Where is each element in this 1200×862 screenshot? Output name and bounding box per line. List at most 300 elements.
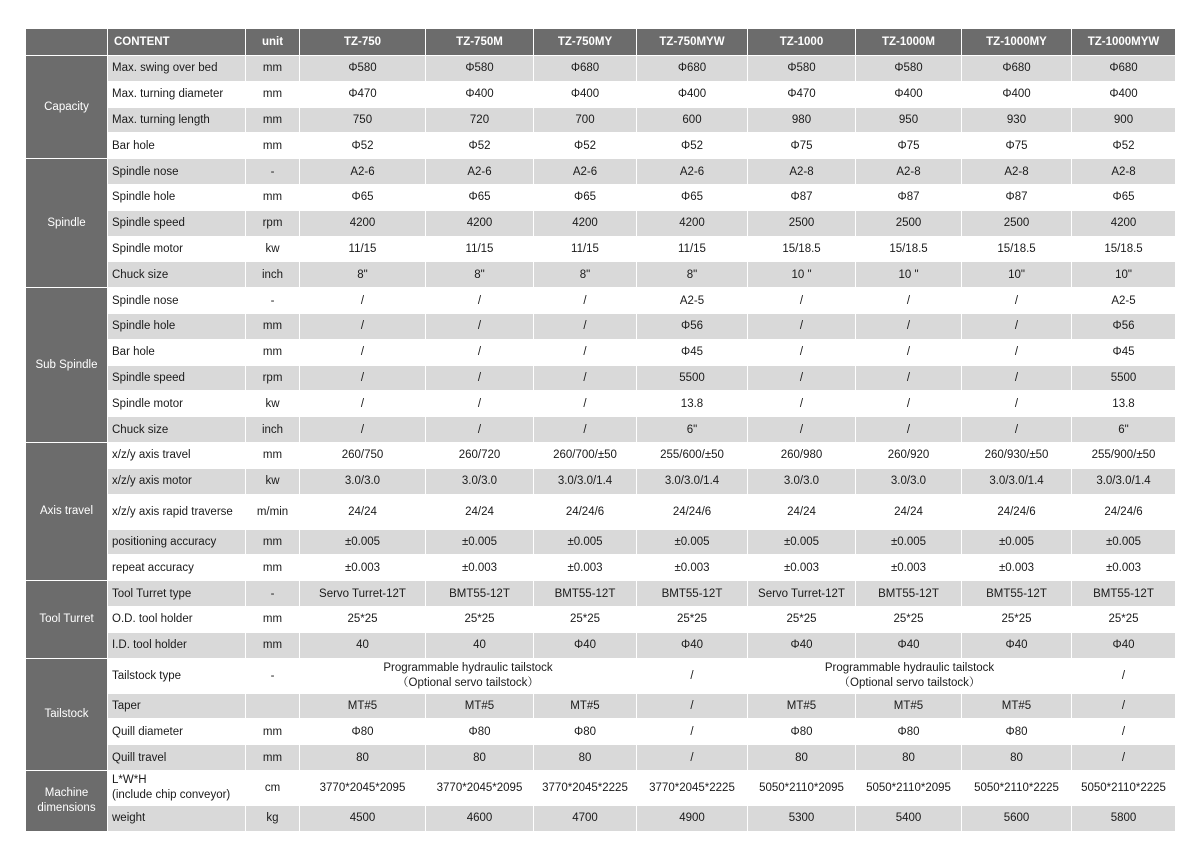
cell: Φ470	[748, 81, 856, 107]
cell: 980	[748, 107, 856, 133]
cell: /	[856, 313, 962, 339]
cell: /	[534, 339, 637, 365]
cell: Φ470	[300, 81, 426, 107]
cell: ±0.003	[748, 555, 856, 581]
cell: 24/24/6	[637, 494, 748, 529]
cell: 5500	[637, 365, 748, 391]
cell: 10 "	[856, 262, 962, 288]
cell: 3770*2045*2225	[534, 770, 637, 805]
row-unit: mm	[246, 745, 300, 771]
row-unit: -	[246, 288, 300, 314]
row-unit: mm	[246, 339, 300, 365]
cell: Φ80	[300, 719, 426, 745]
header-content: CONTENT	[108, 29, 246, 56]
header-model: TZ-750MY	[534, 29, 637, 56]
row-unit: mm	[246, 184, 300, 210]
row-unit: -	[246, 581, 300, 607]
cell: 700	[534, 107, 637, 133]
cell: 24/24	[300, 494, 426, 529]
header-model: TZ-1000MYW	[1072, 29, 1176, 56]
cell: MT#5	[962, 693, 1072, 719]
cell: 4200	[426, 210, 534, 236]
row-unit: inch	[246, 262, 300, 288]
row-label: Quill travel	[108, 745, 246, 771]
cell: 11/15	[637, 236, 748, 262]
cell: 4200	[534, 210, 637, 236]
row-label: Spindle nose	[108, 159, 246, 185]
cell: 4200	[637, 210, 748, 236]
cell: /	[748, 391, 856, 417]
cell: /	[300, 313, 426, 339]
cell: 5800	[1072, 805, 1176, 831]
cell: 8"	[300, 262, 426, 288]
cell: MT#5	[748, 693, 856, 719]
cell: 15/18.5	[748, 236, 856, 262]
cell: 5050*2110*2095	[748, 770, 856, 805]
row-unit: rpm	[246, 210, 300, 236]
cell: /	[748, 365, 856, 391]
table-row	[26, 107, 1176, 133]
row-unit: kg	[246, 805, 300, 831]
cell: 255/600/±50	[637, 442, 748, 468]
cell: ±0.003	[426, 555, 534, 581]
cell: ±0.005	[426, 529, 534, 555]
cell: ±0.005	[300, 529, 426, 555]
cell: BMT55-12T	[856, 581, 962, 607]
table-row	[26, 770, 1176, 805]
cell: 3.0/3.0/1.4	[1072, 468, 1176, 494]
cell: 4900	[637, 805, 748, 831]
cell: 24/24/6	[534, 494, 637, 529]
cell: Φ400	[962, 81, 1072, 107]
header-blank	[26, 29, 108, 56]
cell: A2-6	[426, 159, 534, 185]
row-label: Chuck size	[108, 417, 246, 443]
cell: /	[1072, 719, 1176, 745]
cell: A2-8	[856, 159, 962, 185]
cell: 13.8	[637, 391, 748, 417]
row-label: Taper	[108, 693, 246, 719]
cell: 2500	[856, 210, 962, 236]
cell: ±0.003	[1072, 555, 1176, 581]
cell: 25*25	[856, 606, 962, 632]
cell: 24/24	[426, 494, 534, 529]
cell: /	[534, 391, 637, 417]
table-row	[26, 693, 1176, 719]
cell: A2-6	[637, 159, 748, 185]
cell: 80	[962, 745, 1072, 771]
row-label: Bar hole	[108, 133, 246, 159]
row-unit: mm	[246, 719, 300, 745]
row-label: Tailstock type	[108, 658, 246, 693]
cell: 930	[962, 107, 1072, 133]
cell: Φ40	[534, 632, 637, 658]
cell: 3.0/3.0	[426, 468, 534, 494]
cell: BMT55-12T	[637, 581, 748, 607]
cell: BMT55-12T	[426, 581, 534, 607]
row-unit: kw	[246, 391, 300, 417]
cell: 260/980	[748, 442, 856, 468]
cell: Φ80	[534, 719, 637, 745]
cell: 4700	[534, 805, 637, 831]
row-label-line: (include chip conveyor)	[112, 788, 231, 801]
cell: Φ87	[962, 184, 1072, 210]
cell: 6"	[1072, 417, 1176, 443]
cell: 2500	[962, 210, 1072, 236]
cell: /	[856, 391, 962, 417]
cell: BMT55-12T	[1072, 581, 1176, 607]
cell: 24/24	[748, 494, 856, 529]
row-label: Chuck size	[108, 262, 246, 288]
row-label: Spindle hole	[108, 313, 246, 339]
cell: A2-8	[748, 159, 856, 185]
row-unit: mm	[246, 529, 300, 555]
cell: /	[962, 391, 1072, 417]
group-capacity: Capacity	[26, 56, 108, 159]
cell: ±0.005	[637, 529, 748, 555]
cell: 24/24/6	[1072, 494, 1176, 529]
cell: ±0.005	[534, 529, 637, 555]
cell: Φ75	[962, 133, 1072, 159]
table-row	[26, 133, 1176, 159]
cell: /	[1072, 745, 1176, 771]
cell: Φ75	[748, 133, 856, 159]
cell: /	[300, 417, 426, 443]
table-row	[26, 606, 1176, 632]
cell: 25*25	[962, 606, 1072, 632]
cell: Servo Turret-12T	[748, 581, 856, 607]
merged-line: Programmable hydraulic tailstock	[383, 661, 553, 674]
cell: Φ65	[426, 184, 534, 210]
cell: ±0.003	[637, 555, 748, 581]
cell: /	[426, 417, 534, 443]
cell: ±0.003	[300, 555, 426, 581]
table-row	[26, 339, 1176, 365]
cell: Φ400	[856, 81, 962, 107]
cell: /	[534, 288, 637, 314]
row-unit: mm	[246, 606, 300, 632]
cell: ±0.005	[1072, 529, 1176, 555]
cell: BMT55-12T	[962, 581, 1072, 607]
row-label: Spindle speed	[108, 365, 246, 391]
group-spindle: Spindle	[26, 159, 108, 288]
cell: 750	[300, 107, 426, 133]
header-row	[26, 29, 1176, 56]
row-unit: mm	[246, 81, 300, 107]
cell: 6"	[637, 417, 748, 443]
row-label: Bar hole	[108, 339, 246, 365]
table-row	[26, 391, 1176, 417]
merged-line: （Optional servo tailstock）	[838, 676, 981, 689]
cell: 900	[1072, 107, 1176, 133]
table-row	[26, 262, 1176, 288]
header-model: TZ-750M	[426, 29, 534, 56]
cell: 260/930/±50	[962, 442, 1072, 468]
cell: 3.0/3.0	[300, 468, 426, 494]
merged-cell	[300, 658, 637, 693]
cell: A2-5	[1072, 288, 1176, 314]
cell: ±0.005	[748, 529, 856, 555]
table-row	[26, 417, 1176, 443]
row-label-line: L*W*H	[112, 773, 147, 786]
cell: Φ80	[856, 719, 962, 745]
cell: 5050*2110*2225	[962, 770, 1072, 805]
cell: 3770*2045*2095	[426, 770, 534, 805]
cell: /	[637, 693, 748, 719]
cell: 5600	[962, 805, 1072, 831]
cell: Φ580	[748, 56, 856, 82]
table-row	[26, 442, 1176, 468]
cell: /	[962, 417, 1072, 443]
cell: Φ45	[637, 339, 748, 365]
cell: Φ65	[1072, 184, 1176, 210]
cell: Φ400	[637, 81, 748, 107]
cell: 5050*2110*2095	[856, 770, 962, 805]
cell: /	[637, 658, 748, 693]
cell: ±0.003	[534, 555, 637, 581]
row-label: Max. swing over bed	[108, 56, 246, 82]
cell: 8"	[426, 262, 534, 288]
cell: 25*25	[748, 606, 856, 632]
cell: /	[962, 339, 1072, 365]
cell: 25*25	[534, 606, 637, 632]
cell: Φ56	[1072, 313, 1176, 339]
cell: Φ40	[856, 632, 962, 658]
cell: Servo Turret-12T	[300, 581, 426, 607]
row-label: positioning accuracy	[108, 529, 246, 555]
cell: /	[426, 365, 534, 391]
cell: Φ580	[426, 56, 534, 82]
cell: 40	[300, 632, 426, 658]
row-unit: rpm	[246, 365, 300, 391]
cell: 24/24	[856, 494, 962, 529]
cell: 15/18.5	[962, 236, 1072, 262]
cell: 11/15	[534, 236, 637, 262]
cell: /	[300, 365, 426, 391]
cell: Φ52	[1072, 133, 1176, 159]
cell: 15/18.5	[856, 236, 962, 262]
cell: 11/15	[426, 236, 534, 262]
row-unit: -	[246, 658, 300, 693]
row-label: Spindle speed	[108, 210, 246, 236]
cell: ±0.003	[856, 555, 962, 581]
cell: 5050*2110*2225	[1072, 770, 1176, 805]
cell: A2-8	[1072, 159, 1176, 185]
group-sub-spindle: Sub Spindle	[26, 288, 108, 443]
cell: 260/920	[856, 442, 962, 468]
cell: /	[426, 288, 534, 314]
row-label: Spindle hole	[108, 184, 246, 210]
table-row	[26, 365, 1176, 391]
cell: ±0.003	[962, 555, 1072, 581]
cell: 10"	[962, 262, 1072, 288]
cell: BMT55-12T	[534, 581, 637, 607]
row-label	[108, 770, 246, 805]
cell: Φ580	[856, 56, 962, 82]
cell: Φ45	[1072, 339, 1176, 365]
cell: 3.0/3.0/1.4	[534, 468, 637, 494]
cell: Φ400	[1072, 81, 1176, 107]
merged-line: （Optional servo tailstock）	[397, 676, 539, 689]
cell: Φ56	[637, 313, 748, 339]
merged-line: Programmable hydraulic tailstock	[824, 661, 995, 674]
table-row	[26, 313, 1176, 339]
cell: 25*25	[426, 606, 534, 632]
cell: /	[534, 365, 637, 391]
header-model: TZ-750MYW	[637, 29, 748, 56]
cell: 260/700/±50	[534, 442, 637, 468]
cell: 5500	[1072, 365, 1176, 391]
table-row	[26, 719, 1176, 745]
cell: /	[856, 365, 962, 391]
cell: A2-8	[962, 159, 1072, 185]
cell: /	[856, 417, 962, 443]
row-label: Tool Turret type	[108, 581, 246, 607]
cell: 5300	[748, 805, 856, 831]
cell: 5400	[856, 805, 962, 831]
cell: 260/720	[426, 442, 534, 468]
cell: Φ80	[748, 719, 856, 745]
cell: /	[962, 365, 1072, 391]
table-row	[26, 632, 1176, 658]
row-unit: mm	[246, 555, 300, 581]
cell: Φ580	[300, 56, 426, 82]
table-row	[26, 288, 1176, 314]
cell: 80	[748, 745, 856, 771]
cell: /	[637, 745, 748, 771]
cell: Φ52	[637, 133, 748, 159]
merged-cell	[748, 658, 1072, 693]
table-row	[26, 658, 1176, 693]
row-unit: mm	[246, 313, 300, 339]
cell: 80	[856, 745, 962, 771]
group-machine-dimensions: Machine dimensions	[26, 770, 108, 831]
cell: /	[748, 288, 856, 314]
cell: /	[300, 339, 426, 365]
cell: 13.8	[1072, 391, 1176, 417]
table-row	[26, 56, 1176, 82]
cell: Φ65	[300, 184, 426, 210]
row-label: x/z/y axis rapid traverse	[108, 494, 246, 529]
cell: 720	[426, 107, 534, 133]
header-unit: unit	[246, 29, 300, 56]
cell: 600	[637, 107, 748, 133]
cell: 8"	[637, 262, 748, 288]
row-unit: m/min	[246, 494, 300, 529]
cell: /	[962, 288, 1072, 314]
cell: /	[962, 313, 1072, 339]
row-unit: mm	[246, 107, 300, 133]
cell: Φ65	[534, 184, 637, 210]
cell: 24/24/6	[962, 494, 1072, 529]
cell: 11/15	[300, 236, 426, 262]
cell: /	[426, 391, 534, 417]
row-unit	[246, 693, 300, 719]
row-label: Quill diameter	[108, 719, 246, 745]
cell: 4200	[300, 210, 426, 236]
cell: Φ65	[637, 184, 748, 210]
table-row	[26, 468, 1176, 494]
row-unit: inch	[246, 417, 300, 443]
table-row	[26, 184, 1176, 210]
row-label: x/z/y axis travel	[108, 442, 246, 468]
cell: 3770*2045*2225	[637, 770, 748, 805]
cell: /	[300, 391, 426, 417]
cell: /	[748, 417, 856, 443]
cell: 260/750	[300, 442, 426, 468]
row-unit: -	[246, 159, 300, 185]
cell: 2500	[748, 210, 856, 236]
cell: Φ680	[637, 56, 748, 82]
cell: /	[426, 313, 534, 339]
cell: 80	[534, 745, 637, 771]
cell: /	[426, 339, 534, 365]
table-row	[26, 236, 1176, 262]
cell: Φ80	[426, 719, 534, 745]
cell: 3770*2045*2095	[300, 770, 426, 805]
cell: /	[1072, 658, 1176, 693]
group-tailstock: Tailstock	[26, 658, 108, 770]
row-unit: mm	[246, 133, 300, 159]
cell: MT#5	[426, 693, 534, 719]
table-row	[26, 81, 1176, 107]
row-label: Max. turning length	[108, 107, 246, 133]
header-model: TZ-1000MY	[962, 29, 1072, 56]
row-label: Spindle motor	[108, 391, 246, 417]
cell: Φ680	[962, 56, 1072, 82]
table-row	[26, 805, 1176, 831]
cell: MT#5	[534, 693, 637, 719]
cell: Φ40	[637, 632, 748, 658]
row-label: x/z/y axis motor	[108, 468, 246, 494]
cell: 40	[426, 632, 534, 658]
cell: 3.0/3.0	[748, 468, 856, 494]
cell: Φ75	[856, 133, 962, 159]
row-label: O.D. tool holder	[108, 606, 246, 632]
cell: /	[534, 313, 637, 339]
cell: 80	[300, 745, 426, 771]
cell: Φ52	[300, 133, 426, 159]
table-row	[26, 494, 1176, 529]
cell: Φ680	[534, 56, 637, 82]
cell: 25*25	[300, 606, 426, 632]
cell: 8"	[534, 262, 637, 288]
cell: /	[637, 719, 748, 745]
table-row	[26, 745, 1176, 771]
row-unit: kw	[246, 236, 300, 262]
header-model: TZ-1000	[748, 29, 856, 56]
table-row	[26, 159, 1176, 185]
cell: ±0.005	[856, 529, 962, 555]
header-model: TZ-1000M	[856, 29, 962, 56]
cell: 10 "	[748, 262, 856, 288]
group-tool-turret: Tool Turret	[26, 581, 108, 658]
cell: A2-6	[534, 159, 637, 185]
cell: MT#5	[300, 693, 426, 719]
row-label: Spindle nose	[108, 288, 246, 314]
cell: 255/900/±50	[1072, 442, 1176, 468]
cell: ±0.005	[962, 529, 1072, 555]
header-model: TZ-750	[300, 29, 426, 56]
cell: 25*25	[637, 606, 748, 632]
group-axis-travel: Axis travel	[26, 442, 108, 580]
cell: Φ400	[534, 81, 637, 107]
cell: 80	[426, 745, 534, 771]
cell: Φ40	[962, 632, 1072, 658]
cell: Φ40	[748, 632, 856, 658]
cell: 950	[856, 107, 962, 133]
row-label: Spindle motor	[108, 236, 246, 262]
